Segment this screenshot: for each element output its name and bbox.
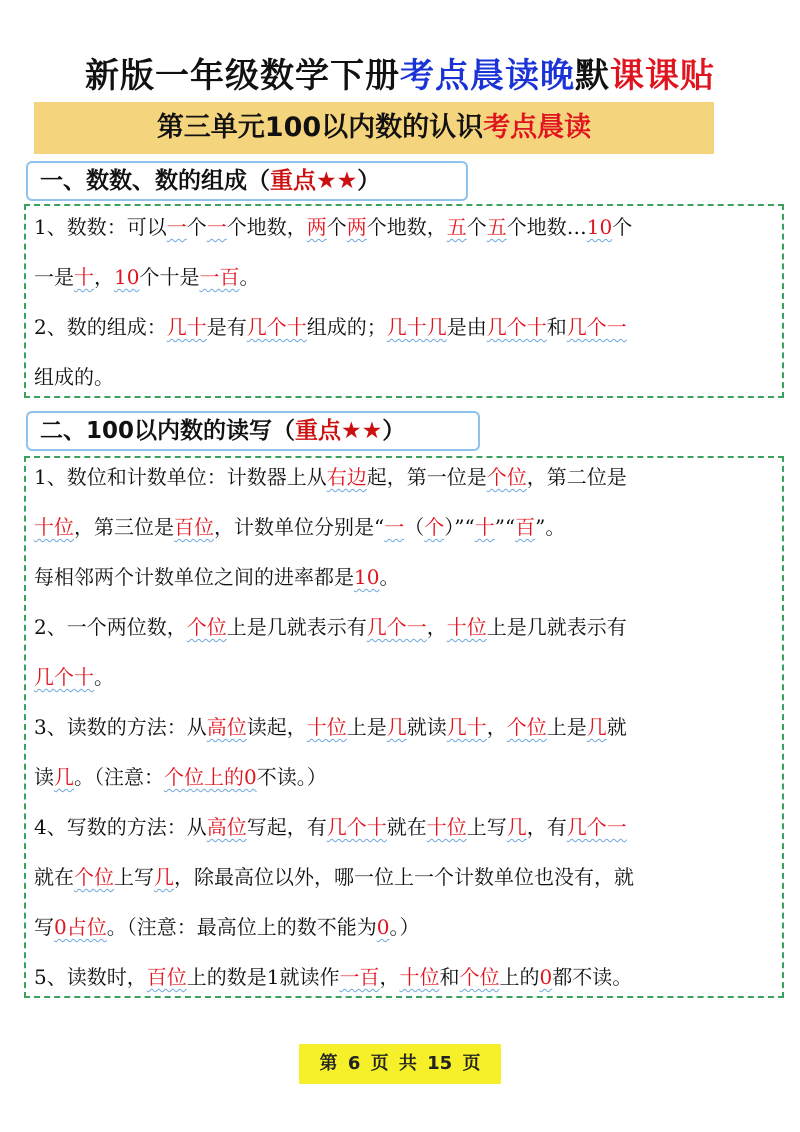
line-text: 是有 bbox=[206, 315, 247, 339]
keyword-highlight: 个 bbox=[424, 515, 445, 539]
keyword-highlight: 0 bbox=[539, 965, 553, 989]
keyword-highlight: 个位 bbox=[506, 715, 547, 739]
section2-line bbox=[34, 562, 774, 592]
line-text: 每相邻两个计数单位之间的进率都是 bbox=[34, 565, 354, 589]
section1-heading-close: ） bbox=[357, 168, 381, 194]
line-text: 读 bbox=[34, 765, 54, 789]
keyword-highlight: 0占位 bbox=[54, 915, 107, 939]
line-text: 上写 bbox=[466, 815, 507, 839]
title-part-sticker: 课课贴 bbox=[610, 56, 715, 96]
title-part-dictation: 默 bbox=[575, 56, 610, 96]
line-text: 上是 bbox=[546, 715, 587, 739]
section2-line bbox=[34, 762, 774, 792]
line-text: 个 bbox=[612, 215, 633, 239]
line-text: ”。 bbox=[535, 515, 566, 539]
line-text: 1、数数：可以 bbox=[34, 215, 167, 239]
section1-heading-text: 一、数数、数的组成（ bbox=[40, 168, 270, 194]
keyword-highlight: 一 bbox=[166, 215, 187, 239]
keyword-highlight: 一 bbox=[206, 215, 227, 239]
keyword-highlight: 几 bbox=[386, 715, 407, 739]
line-text: ，有 bbox=[526, 815, 567, 839]
line-text: 个地数， bbox=[366, 215, 447, 239]
keyword-highlight: 10 bbox=[114, 265, 140, 289]
keyword-highlight: 几个十 bbox=[326, 815, 387, 839]
line-text: ，第二位是 bbox=[526, 465, 627, 489]
keyword-highlight: 一百 bbox=[199, 265, 240, 289]
line-text: 。（注意： bbox=[74, 765, 164, 789]
line-text: 2、一个两位数， bbox=[34, 615, 187, 639]
line-text: 4、写数的方法：从 bbox=[34, 815, 207, 839]
line-text: 组成的； bbox=[306, 315, 387, 339]
unit-banner-main: 第三单元100以内数的认识 bbox=[156, 112, 484, 143]
title-part-grade: 新版一年级数学下册 bbox=[85, 56, 400, 96]
keyword-highlight: 几个十 bbox=[246, 315, 307, 339]
section2-line bbox=[34, 812, 774, 842]
page-number-label: 第 6 页 共 15 页 bbox=[299, 1044, 501, 1084]
line-text: ， bbox=[94, 265, 114, 289]
line-text: 个 bbox=[186, 215, 207, 239]
line-text: 个地数… bbox=[506, 215, 587, 239]
section2-heading-close: ） bbox=[382, 418, 406, 444]
keyword-highlight: 10 bbox=[586, 215, 613, 239]
line-text: 就在 bbox=[34, 865, 74, 889]
line-text: 是由 bbox=[446, 315, 487, 339]
keyword-highlight: 几个十 bbox=[34, 665, 94, 689]
line-text: 上写 bbox=[114, 865, 154, 889]
keyword-highlight: 十 bbox=[74, 265, 94, 289]
line-text: 。（注意：最高位上的数不能为 bbox=[106, 915, 377, 939]
line-text: ）”“ bbox=[444, 515, 475, 539]
keyword-highlight: 10 bbox=[354, 565, 380, 589]
line-text: 上是几就表示有 bbox=[226, 615, 367, 639]
keyword-highlight: 十位 bbox=[399, 965, 440, 989]
keyword-highlight: 个位 bbox=[186, 615, 227, 639]
line-text: 。） bbox=[389, 915, 420, 939]
keyword-highlight: 十 bbox=[474, 515, 495, 539]
keyword-highlight: 一百 bbox=[339, 965, 380, 989]
line-text: 写起，有 bbox=[246, 815, 327, 839]
keyword-highlight: 几个一 bbox=[566, 815, 627, 839]
keyword-highlight: 百位 bbox=[174, 515, 214, 539]
line-text: 个 bbox=[326, 215, 347, 239]
line-text: 上是 bbox=[346, 715, 387, 739]
line-text: 写 bbox=[34, 915, 54, 939]
line-text: 上是几就表示有 bbox=[486, 615, 627, 639]
line-text: ，计数单位分别是“ bbox=[214, 515, 385, 539]
line-text: 上的数是1就读作 bbox=[186, 965, 340, 989]
line-text: 起，第一位是 bbox=[366, 465, 487, 489]
keyword-highlight: 几十 bbox=[166, 315, 207, 339]
section1-importance: 重点★★ bbox=[270, 168, 358, 194]
section1-line bbox=[34, 312, 774, 342]
line-text: ，第三位是 bbox=[74, 515, 174, 539]
keyword-highlight: 右边 bbox=[326, 465, 367, 489]
keyword-highlight: 几个一 bbox=[566, 315, 627, 339]
keyword-highlight: 十位 bbox=[446, 615, 487, 639]
section2-line bbox=[34, 912, 774, 942]
keyword-highlight: 十位 bbox=[34, 515, 74, 539]
line-text: 就 bbox=[606, 715, 627, 739]
keyword-highlight: 十位 bbox=[306, 715, 347, 739]
keyword-highlight: 十位 bbox=[426, 815, 467, 839]
keyword-highlight: 几十几 bbox=[386, 315, 447, 339]
line-text: 就在 bbox=[386, 815, 427, 839]
section1-line bbox=[34, 262, 774, 292]
line-text: 个地数， bbox=[226, 215, 307, 239]
keyword-highlight: 五 bbox=[446, 215, 467, 239]
section2-line bbox=[34, 512, 774, 542]
unit-banner-highlight: 考点晨读 bbox=[483, 112, 592, 143]
line-text: 2、数的组成： bbox=[34, 315, 167, 339]
line-text: 。 bbox=[239, 265, 260, 289]
line-text: 都不读。 bbox=[552, 965, 633, 989]
line-text: ， bbox=[379, 965, 400, 989]
section2-line bbox=[34, 862, 774, 892]
keyword-highlight: 几十 bbox=[446, 715, 487, 739]
keyword-highlight: 几个十 bbox=[486, 315, 547, 339]
line-text: 个 bbox=[466, 215, 487, 239]
line-text: 组成的。 bbox=[34, 365, 114, 389]
line-text: 上的 bbox=[499, 965, 540, 989]
section2-heading bbox=[26, 411, 480, 451]
keyword-highlight: 几 bbox=[54, 765, 74, 789]
line-text: 3、读数的方法：从 bbox=[34, 715, 207, 739]
line-text: ， bbox=[486, 715, 507, 739]
keyword-highlight: 一 bbox=[384, 515, 405, 539]
line-text: 个十是 bbox=[139, 265, 200, 289]
keyword-highlight: 高位 bbox=[206, 715, 247, 739]
line-text: 读起， bbox=[246, 715, 307, 739]
keyword-highlight: 几 bbox=[154, 865, 174, 889]
line-text: 。 bbox=[94, 665, 114, 689]
keyword-highlight: 五 bbox=[486, 215, 507, 239]
line-text: ，除最高位以外，哪一位上一个计数单位也没有，就 bbox=[174, 865, 634, 889]
section2-line bbox=[34, 962, 774, 992]
line-text: 。 bbox=[379, 565, 400, 589]
keyword-highlight: 个位上的0 bbox=[164, 765, 257, 789]
section2-line bbox=[34, 712, 774, 742]
section2-line bbox=[34, 462, 774, 492]
line-text: （ bbox=[404, 515, 425, 539]
keyword-highlight: 个位 bbox=[74, 865, 114, 889]
keyword-highlight: 百 bbox=[515, 515, 536, 539]
unit-banner bbox=[34, 102, 714, 154]
keyword-highlight: 几 bbox=[506, 815, 527, 839]
keyword-highlight: 两 bbox=[346, 215, 367, 239]
line-text: 5、读数时， bbox=[34, 965, 147, 989]
line-text: ”“ bbox=[494, 515, 516, 539]
line-text: 就读 bbox=[406, 715, 447, 739]
keyword-highlight: 个位 bbox=[459, 965, 500, 989]
line-text: 一是 bbox=[34, 265, 74, 289]
keyword-highlight: 高位 bbox=[206, 815, 247, 839]
section2-importance: 重点★★ bbox=[295, 418, 383, 444]
section1-line bbox=[34, 362, 774, 392]
page-title bbox=[0, 48, 800, 97]
keyword-highlight: 百位 bbox=[146, 965, 187, 989]
line-text: ， bbox=[426, 615, 447, 639]
line-text: 和 bbox=[439, 965, 460, 989]
line-text: 和 bbox=[546, 315, 567, 339]
title-part-reading: 考点晨读晚 bbox=[400, 56, 575, 96]
section2-line bbox=[34, 662, 774, 692]
section1-heading bbox=[26, 161, 468, 201]
section2-heading-text: 二、100以内数的读写（ bbox=[40, 418, 296, 444]
line-text: 不读。） bbox=[256, 765, 327, 789]
section1-line bbox=[34, 212, 774, 242]
line-text: 1、数位和计数单位：计数器上从 bbox=[34, 465, 327, 489]
keyword-highlight: 0 bbox=[376, 915, 390, 939]
keyword-highlight: 两 bbox=[306, 215, 327, 239]
keyword-highlight: 几个一 bbox=[366, 615, 427, 639]
keyword-highlight: 几 bbox=[586, 715, 607, 739]
keyword-highlight: 个位 bbox=[486, 465, 527, 489]
section2-line bbox=[34, 612, 774, 642]
